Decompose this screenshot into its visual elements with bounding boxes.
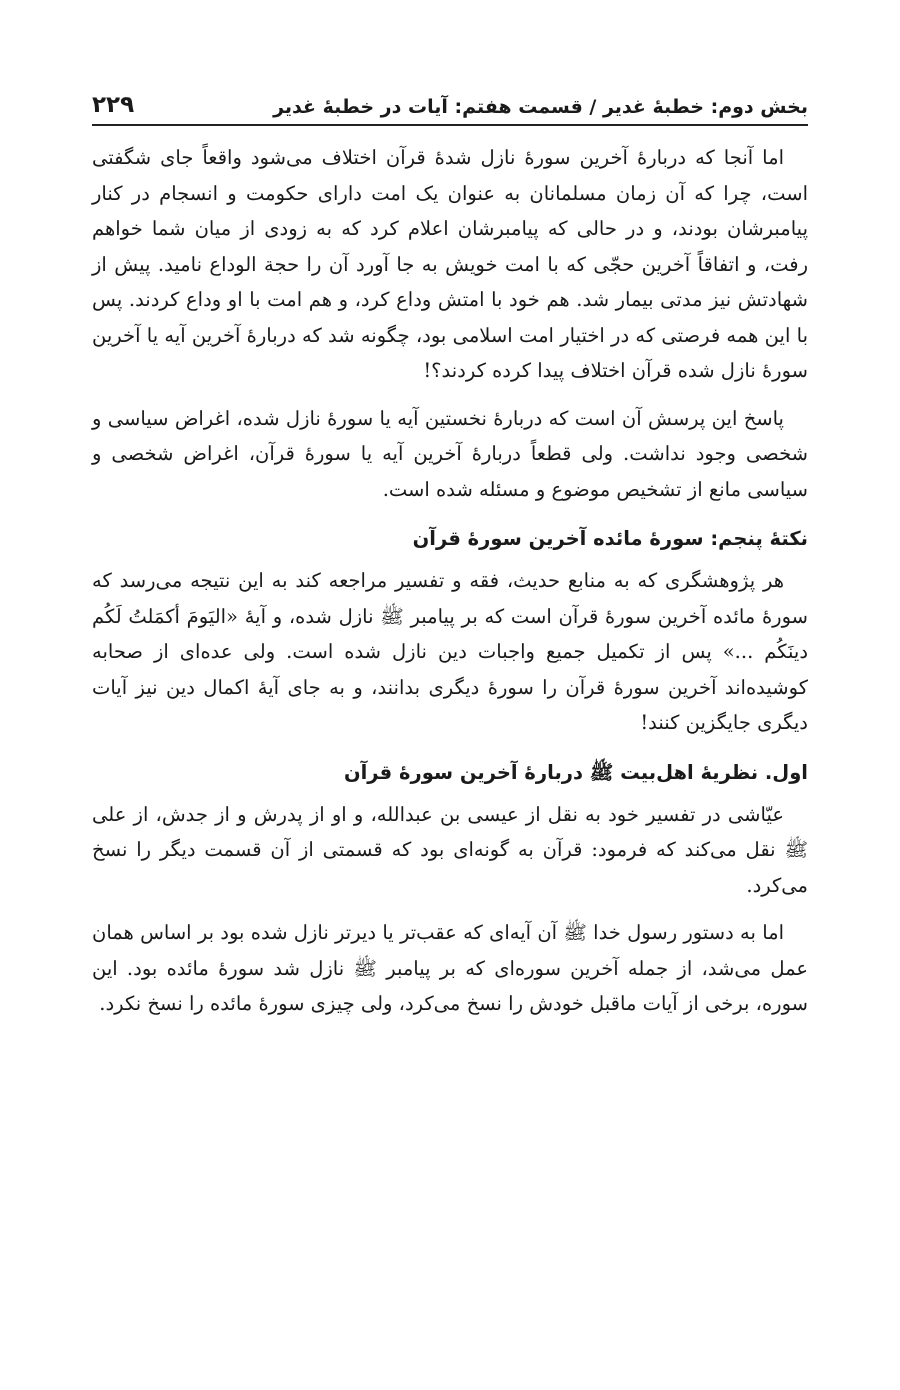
paragraph: اما آنجا که دربارۀ آخرین سورۀ نازل شدۀ قرآن اختلاف می‌شود واقعاً جای شگفتی است، چرا که آن زمان مسلمانان به عنوان یک امت دارای حکومت و انسجام در کنار پیامبرشان بودند، و در حالی که پیامبرشان اعلام کرد که به زودی از میان شما خواهم رفت، و اتفاقاً آخرین حجّی که با امت خویش به جا آورد آن را حجة الوداع نامید. پیش از شهادتش نیز مدتی بیمار شد. هم خود با امتش وداع کرد، و هم امت با او وداع کردند. پس با این همه فرصتی که در اختیار امت اسلامی بود، چگونه شد که دربارۀ آخرین آیه یا آخرین سورۀ نازل شده قرآن اختلاف پیدا کرده کردند؟! [92, 146, 808, 382]
running-title: بخش دوم: خطبۀ غدیر / قسمت هفتم: آیات در خطبۀ غدیر [273, 96, 808, 118]
paragraph: هر پژوهشگری که به منابع حدیث، فقه و تفسیر مراجعه کند به این نتیجه می‌رسد که سورۀ مائده آخرین سورۀ قرآن است که بر پیامبر ﷺ نازل شده، و آیۀ «الیَومَ أکمَلتُ لَکُم دینَکُم ...» پس از تکمیل جمیع واجبات دین نازل شده است. ولی عده‌ای از صحابه کوشیده‌اند آخرین سورۀ قرآن را سورۀ دیگری بدانند، و به جای آیۀ اکمال دین نیز آیات دیگری جایگزین کنند! [92, 569, 808, 734]
page-number: ۲۲۹ [92, 92, 135, 118]
section-heading: نکتۀ پنجم: سورۀ مائده آخرین سورۀ قرآن [412, 527, 808, 550]
section-heading: اول. نظریۀ اهل‌بیت ﷺ دربارۀ آخرین سورۀ قرآن [343, 760, 808, 784]
paragraph: عیّاشی در تفسیر خود به نقل از عیسی بن عبدالله، و او از پدرش و از جدش، از علی ﷺ نقل می‌کند که فرمود: قرآن به گونه‌ای بود که قسمتی از آن قسمت دیگر را نسخ می‌کرد. [92, 802, 808, 897]
paragraph: پاسخ این پرسش آن است که دربارۀ نخستین آیه یا سورۀ نازل شده، اغراض سیاسی و شخصی وجود نداشت. ولی قطعاً دربارۀ آخرین آیه یا سورۀ قرآن، اغراض شخصی و سیاسی مانع از تشخیص موضوع و مسئله شده است. [92, 406, 808, 501]
paragraph: اما به دستور رسول خدا ﷺ آن آیه‌ای که عقب‌تر یا دیرتر نازل شده بود بر اساس همان عمل می‌شد، از جمله آخرین سوره‌ای که بر پیامبر ﷺ نازل شد سورۀ مائده بود. این سوره، برخی از آیات ماقبل خودش را نسخ می‌کرد، ولی چیزی سورۀ مائده را نسخ نکرد. [92, 921, 808, 1015]
page-content [92, 140, 808, 1034]
page-header [92, 72, 808, 126]
